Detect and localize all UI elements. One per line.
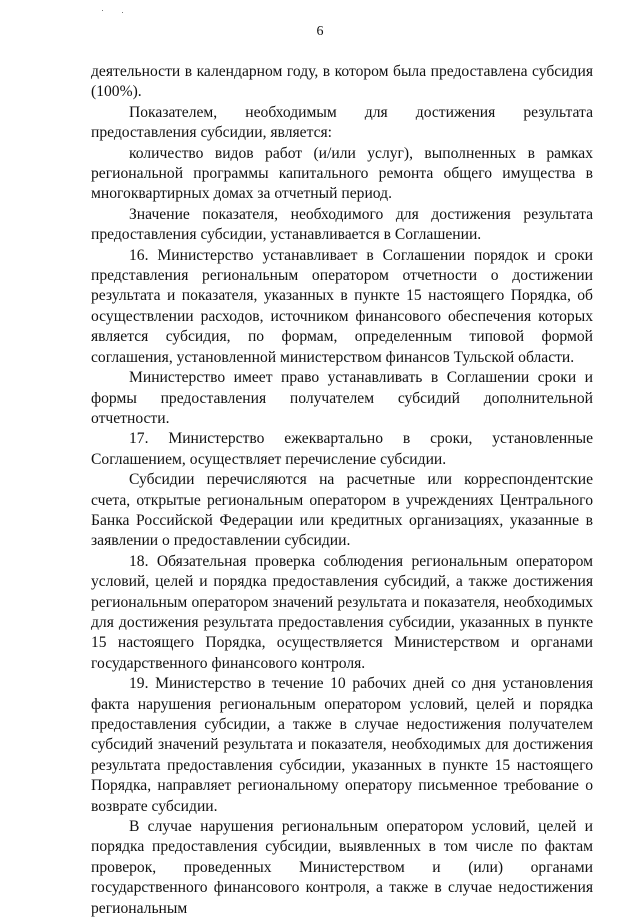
paragraph: Министерство имеет право устанавливать в Соглашении сроки и формы предоставления получателем субсидий дополнительной отчетности. (91, 369, 593, 427)
paragraph: 16. Министерство устанавливает в Соглашении порядок и сроки представления региональным оператором отчетности о достижении результата и показателя, указанных в пункте 15 настоящего Порядка, об осуществлении расходов, источником финансового обеспечения которых является субсидия, по формам, определенным типовой формой соглашения, установленной министерством финансов Тульской области. (91, 246, 593, 366)
paragraph: Субсидии перечисляются на расчетные или корреспондентские счета, открытые региональным оператором в учреждениях Центрального Банка Российской Федерации или кредитных организациях, указанные в заявлении о предоставлении субсидии. (91, 471, 593, 550)
paragraph: Показателем, необходимым для достижения результата предоставления субсидии, является: (91, 103, 593, 142)
page-number: 6 (316, 24, 324, 39)
paragraph: 19. Министерство в течение 10 рабочих дней со дня установления факта нарушения региональным оператором условий, целей и порядка предоставления субсидии, а также в случае недостижения получателем субсидий значений результата и показателя, необходимых для достижения результата предоставления субсидии, указанных в пункте 15 настоящего Порядка, направляет региональному оператору письменное требование о возврате субсидии. (91, 675, 593, 815)
paragraph: 18. Обязательная проверка соблюдения региональным оператором условий, целей и порядка предоставления субсидий, а также достижения региональным оператором значений результата и показателя, необходимых для достижения результата предоставления субсидии, указанных в пункте 15 настоящего Порядка, осуществляется Министерством и органами государственного финансового контроля. (91, 552, 593, 672)
scan-speck (122, 12, 123, 13)
paragraph: количество видов работ (и/или услуг), выполненных в рамках региональной программы капитального ремонта общего имущества в многоквартирных домах за отчетный период. (91, 144, 593, 203)
paragraph: Значение показателя, необходимого для достижения результата предоставления субсидии, устанавливается в Соглашении. (91, 205, 593, 244)
paragraph: 17. Министерство ежеквартально в сроки, установленные Соглашением, осуществляет перечисление субсидии. (91, 430, 593, 468)
document-body (91, 62, 593, 919)
paragraph: деятельности в календарном году, в котором была предоставлена субсидия (100%). (91, 63, 593, 101)
scan-speck (102, 10, 103, 11)
paragraph: В случае нарушения региональным оператором условий, целей и порядка предоставления субсидии, выявленных в том числе по фактам проверок, проведенных Министерством и (или) органами государственного финансового контроля, а также в случае недостижения региональным (91, 818, 593, 917)
